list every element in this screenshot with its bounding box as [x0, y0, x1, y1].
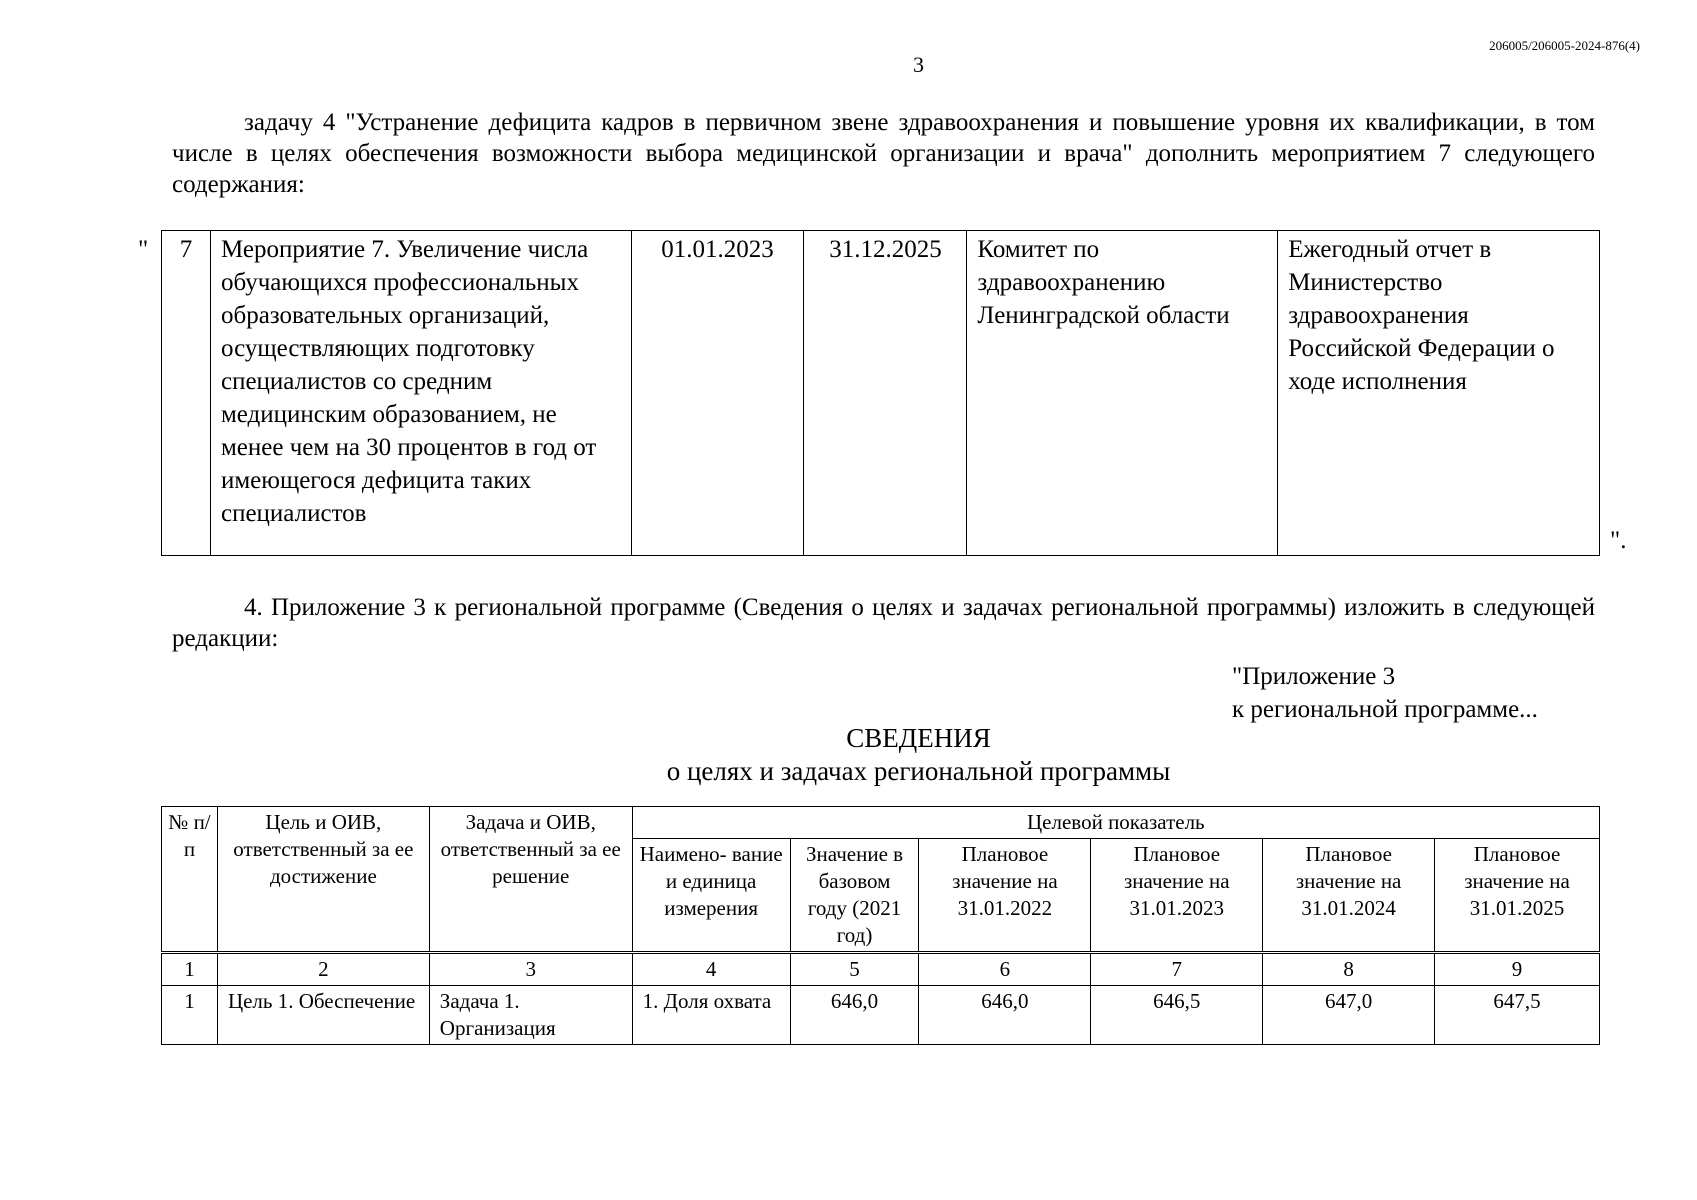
column-number: 4	[632, 953, 790, 986]
appendix-line-1: "Приложение 3	[1232, 663, 1396, 690]
measure-row	[162, 231, 1600, 556]
measure-report: Ежегодный отчет в Министерство здравоохранения Российской Федерации о ходе исполнения	[1278, 231, 1600, 556]
header-plan-2023: Плановое значение на 31.01.2023	[1091, 839, 1263, 953]
column-number: 9	[1435, 953, 1600, 986]
row-num: 1	[162, 986, 218, 1045]
row-indicator: 1. Доля охвата	[632, 986, 790, 1045]
document-title	[0, 722, 1697, 788]
opening-quote: "	[138, 236, 149, 263]
header-name-unit: Наимено- вание и единица измерения	[632, 839, 790, 953]
section4-paragraph	[172, 592, 1595, 654]
header-goal: Цель и ОИВ, ответственный за ее достижение	[217, 807, 429, 953]
intro-paragraph	[172, 107, 1595, 200]
column-number-row	[162, 953, 1600, 986]
title-sub: о целях и задачах региональной программы	[666, 756, 1171, 786]
column-number: 3	[429, 953, 632, 986]
header-base-value: Значение в базовом году (2021 год)	[790, 839, 919, 953]
intro-paragraph-text: задачу 4 "Устранение дефицита кадров в первичном звене здравоохранения и повышение уровня их квалификации, в том числе в целях обеспечения возможности выбора медицинской организации и врача" дополнить мероприятием 7 следующего содержания:	[172, 109, 1595, 198]
row-plan-2023: 646,5	[1091, 986, 1263, 1045]
measure-start-date: 01.01.2023	[631, 231, 804, 556]
measure-end-date: 31.12.2025	[804, 231, 967, 556]
measure-number: 7	[162, 231, 211, 556]
appendix-line-2: к региональной программе...	[1232, 696, 1538, 723]
measure-name: Мероприятие 7. Увеличение числа обучающихся профессиональных образовательных организаций, осуществляющих подготовку специалистов со средним медицинским образованием, не менее чем на 30 процентов в год от имеющегося дефицита таких специалистов	[210, 231, 631, 556]
column-number: 6	[919, 953, 1091, 986]
column-number: 7	[1091, 953, 1263, 986]
document-id: 206005/206005-2024-876(4)	[1489, 38, 1640, 53]
row-plan-2024: 647,0	[1263, 986, 1435, 1045]
header-indicator-group: Целевой показатель	[632, 807, 1599, 839]
header-task: Задача и ОИВ, ответственный за ее решение	[429, 807, 632, 953]
table-row	[162, 986, 1600, 1045]
goals-table	[161, 806, 1600, 1045]
measure-table	[161, 230, 1600, 556]
measure-responsible: Комитет по здравоохранению Ленинградской области	[967, 231, 1278, 556]
row-task: Задача 1. Организация	[429, 986, 632, 1045]
header-plan-2022: Плановое значение на 31.01.2022	[919, 839, 1091, 953]
row-plan-2025: 647,5	[1435, 986, 1600, 1045]
section4-paragraph-text: 4. Приложение 3 к региональной программе (Сведения о целях и задачах региональной программы) изложить в следующей редакции:	[172, 594, 1595, 652]
closing-quote: ".	[1610, 527, 1627, 554]
column-number: 2	[217, 953, 429, 986]
title-main: СВЕДЕНИЯ	[846, 723, 991, 753]
header-num: № п/п	[162, 807, 218, 953]
column-number: 1	[162, 953, 218, 986]
row-base-value: 646,0	[790, 986, 919, 1045]
appendix-label	[1232, 660, 1538, 726]
column-number: 5	[790, 953, 919, 986]
column-number: 8	[1263, 953, 1435, 986]
row-goal: Цель 1. Обеспечение	[217, 986, 429, 1045]
row-plan-2022: 646,0	[919, 986, 1091, 1045]
header-row-1	[162, 807, 1600, 839]
header-plan-2025: Плановое значение на 31.01.2025	[1435, 839, 1600, 953]
page-number: 3	[913, 52, 924, 77]
header-plan-2024: Плановое значение на 31.01.2024	[1263, 839, 1435, 953]
